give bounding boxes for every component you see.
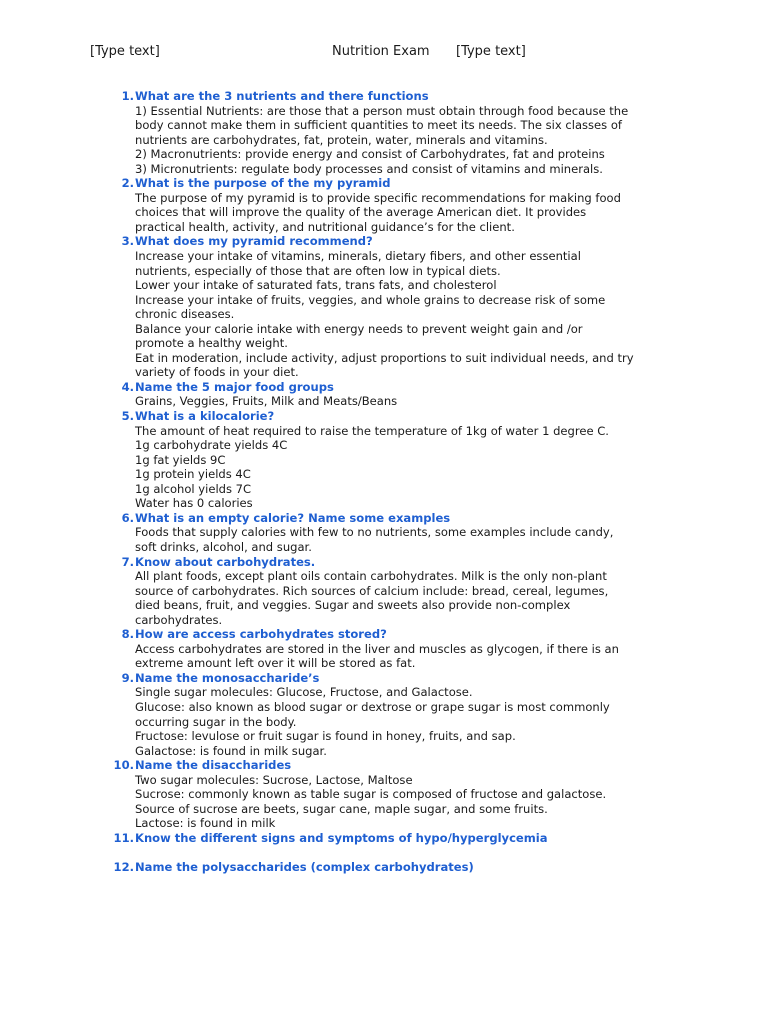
item-number: 1. xyxy=(121,89,134,103)
list-item-6 xyxy=(104,511,694,555)
header-right-placeholder: [Type text] xyxy=(456,44,526,59)
question-text: Name the disaccharides xyxy=(135,758,292,773)
list-item-4 xyxy=(104,380,694,409)
answer-text: 1) Essential Nutrients: are those that a person must obtain through food because the body cannot make them in sufficient quantities to meet its needs. The six classes of nutrients are carbohydrates, fat, protein, water, minerals and vitamins. 2) Macronutrients: provide energy and consist of Carbohydrates, fat and proteins 3) Micronutrients: regulate body processes and consist of vitamins and minerals. xyxy=(135,103,629,176)
answer-text: All plant foods, except plant oils contain carbohydrates. Milk is the only non-plant source of carbohydrates. Rich sources of calcium include: bread, cereal, legumes, died beans, fruit, and veggies. Sugar and sweets also provide non-complex carbohydrates. xyxy=(135,569,609,627)
page-header xyxy=(0,44,768,64)
item-number: 5. xyxy=(121,409,134,424)
header-title: Nutrition Exam xyxy=(332,44,430,59)
question-text: How are access carbohydrates stored? xyxy=(135,627,387,642)
item-number: 3. xyxy=(121,234,134,249)
question-text: What is the purpose of the my pyramid xyxy=(135,176,391,191)
answer-text: Foods that supply calories with few to no nutrients, some examples include candy, soft drinks, alcohol, and sugar. xyxy=(135,525,614,554)
answer-text: The amount of heat required to raise the temperature of 1kg of water 1 degree C. 1g carbohydrate yields 4C 1g fat yields 9C 1g protein yields 4C 1g alcohol yields 7C Water has 0 calories xyxy=(135,423,609,511)
item-number: 8. xyxy=(121,627,134,642)
answer-text: The purpose of my pyramid is to provide specific recommendations for making food choices that will improve the quality of the average American diet. It provides practical health, activity, and nutritional guidance’s for the client. xyxy=(135,190,621,234)
item-number: 12. xyxy=(113,859,134,874)
list-item-8 xyxy=(104,627,694,671)
question-text: What is a kilocalorie? xyxy=(135,409,275,424)
answer-text: Grains, Veggies, Fruits, Milk and Meats/Beans xyxy=(135,394,398,409)
list-item-9 xyxy=(104,671,694,758)
item-number: 4. xyxy=(121,379,134,394)
list-item-2 xyxy=(104,176,694,234)
list-item-5 xyxy=(104,409,694,511)
question-text: What is an empty calorie? Name some examples xyxy=(135,510,451,525)
question-text: Name the monosaccharide’s xyxy=(135,670,320,685)
question-text: What are the 3 nutrients and there functions xyxy=(135,89,429,103)
list-item-11 xyxy=(104,831,694,846)
question-text: What does my pyramid recommend? xyxy=(135,234,373,249)
question-text: Know the different signs and symptoms of hypo/hyperglycemia xyxy=(135,830,548,845)
answer-text: Increase your intake of vitamins, minerals, dietary fibers, and other essential nutrients, especially of those that are often low in typical diets. Lower your intake of saturated fats, trans fats, and cholesterol Increase your intake of fruits, veggies, and whole grains to decrease risk of some chronic diseases. Balance your calorie intake with energy needs to prevent weight gain and /or promote a healthy weight. Eat in moderation, include activity, adjust proportions to suit individual needs, and try variety of foods in your diet. xyxy=(135,249,634,380)
question-text: Name the 5 major food groups xyxy=(135,379,334,394)
list-item-1 xyxy=(104,89,694,176)
list-item-3 xyxy=(104,234,694,379)
item-number: 2. xyxy=(121,176,134,191)
header-left-placeholder: [Type text] xyxy=(90,44,160,59)
item-number: 7. xyxy=(121,554,134,569)
blank-line xyxy=(104,845,694,860)
question-list xyxy=(104,89,694,875)
question-text: Name the polysaccharides (complex carbohydrates) xyxy=(135,859,474,874)
answer-text: Single sugar molecules: Glucose, Fructose, and Galactose. Glucose: also known as blood sugar or dextrose or grape sugar is most commonly occurring sugar in the body. Fructose: levulose or fruit sugar is found in honey, fruits, and sap. Galactose: is found in milk sugar. xyxy=(135,685,610,758)
answer-text: Two sugar molecules: Sucrose, Lactose, Maltose Sucrose: commonly known as table sugar is composed of fructose and galactose. Source of sucrose are beets, sugar cane, maple sugar, and some fruits. Lactose: is found in milk xyxy=(135,772,607,831)
item-number: 11. xyxy=(113,830,134,845)
list-item-10 xyxy=(104,758,694,831)
item-number: 6. xyxy=(121,510,134,525)
list-item-12 xyxy=(104,860,694,875)
item-number: 10. xyxy=(113,758,134,773)
list-item-7 xyxy=(104,555,694,628)
question-text: Know about carbohydrates. xyxy=(135,554,316,569)
answer-text: Access carbohydrates are stored in the liver and muscles as glycogen, if there is an extreme amount left over it will be stored as fat. xyxy=(135,641,619,671)
item-number: 9. xyxy=(121,670,134,685)
